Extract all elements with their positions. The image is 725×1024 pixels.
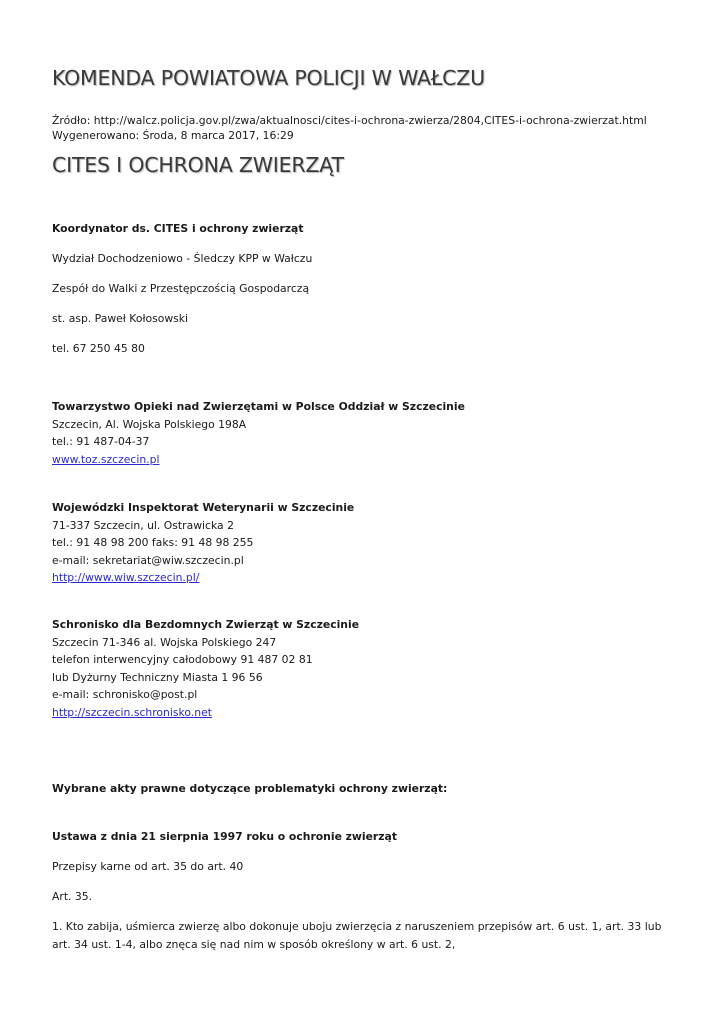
coordinator-phone: tel. 67 250 45 80 xyxy=(52,342,145,355)
contact-address: 71-337 Szczecin, ul. Ostrawicka 2 xyxy=(52,518,234,532)
contact-phone-alt: lub Dyżurny Techniczny Miasta 1 96 56 xyxy=(52,670,263,684)
source-line: Źródło: http://walcz.policja.gov.pl/zwa/aktualnosci/cites-i-ochrona-zwierza/2804,CITES-i-ochrona-zwierzat.html xyxy=(52,114,647,127)
coordinator-team: Zespół do Walki z Przestępczością Gospodarczą xyxy=(52,282,310,295)
article-number: Art. 35. xyxy=(52,890,93,903)
contact-toz xyxy=(52,398,465,468)
coordinator-person: st. asp. Paweł Kołosowski xyxy=(52,312,189,325)
contact-address: Szczecin 71-346 al. Wojska Polskiego 247 xyxy=(52,635,277,649)
legal-acts-heading: Wybrane akty prawne dotyczące problematyki ochrony zwierząt: xyxy=(52,782,448,795)
contact-name: Schronisko dla Bezdomnych Zwierząt w Szczecinie xyxy=(52,618,360,631)
contact-email: e-mail: schronisko@post.pl xyxy=(52,688,198,702)
generated-line: Wygenerowano: Środa, 8 marca 2017, 16:29 xyxy=(52,128,294,142)
contact-phone: tel.: 91 48 98 200 faks: 91 48 98 255 xyxy=(52,536,254,550)
penal-provisions: Przepisy karne od art. 35 do art. 40 xyxy=(52,860,244,873)
contact-name: Wojewódzki Inspektorat Weterynarii w Szczecinie xyxy=(52,501,355,514)
coordinator-department: Wydział Dochodzeniowo - Śledczy KPP w Wałczu xyxy=(52,252,313,265)
contact-phone: tel.: 91 487-04-37 xyxy=(52,435,150,449)
contact-schronisko xyxy=(52,616,359,722)
contact-link[interactable]: www.toz.szczecin.pl xyxy=(52,452,160,466)
site-title: KOMENDA POWIATOWA POLICJI W WAŁCZU xyxy=(52,66,485,90)
contact-wiw xyxy=(52,499,354,587)
contact-link[interactable]: http://szczecin.schronisko.net xyxy=(52,705,212,719)
document-meta xyxy=(52,114,647,143)
act-heading: Ustawa z dnia 21 sierpnia 1997 roku o ochronie zwierząt xyxy=(52,830,397,843)
contact-link[interactable]: http://www.wiw.szczecin.pl/ xyxy=(52,571,200,585)
contact-email: e-mail: sekretariat@wiw.szczecin.pl xyxy=(52,553,244,567)
contact-address: Szczecin, Al. Wojska Polskiego 198A xyxy=(52,417,247,431)
contact-name: Towarzystwo Opieki nad Zwierzętami w Polsce Oddział w Szczecinie xyxy=(52,400,465,413)
coordinator-heading: Koordynator ds. CITES i ochrony zwierząt xyxy=(52,222,304,235)
contact-phone: telefon interwencyjny całodobowy 91 487 02 81 xyxy=(52,653,313,667)
article-title: CITES I OCHRONA ZWIERZĄT xyxy=(52,153,344,177)
article-paragraph: 1. Kto zabija, uśmierca zwierzę albo dokonuje uboju zwierzęcia z naruszeniem przepisów art. 6 ust. 1, art. 33 lub art. 34 ust. 1-4, albo znęca się nad nim w sposób określony w art. 6 ust. 2, xyxy=(52,920,662,951)
